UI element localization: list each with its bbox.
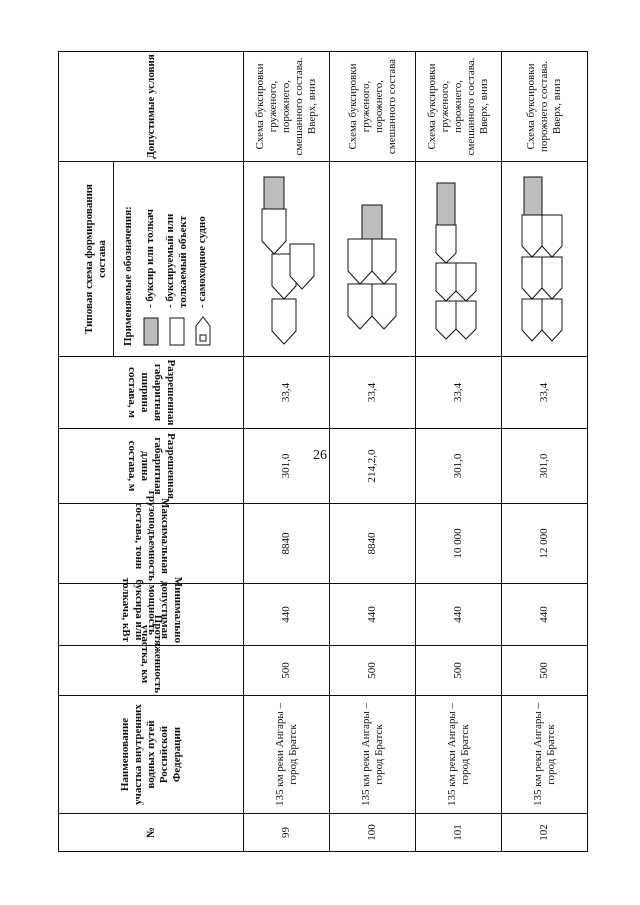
row-width-allowed: 33,4: [416, 357, 502, 429]
row-num: 99: [244, 814, 330, 852]
row-capacity: 10 000: [416, 504, 502, 584]
row-section: 135 км реки Ангары – город Братск: [416, 696, 502, 814]
row-scheme: [244, 162, 330, 357]
row-conditions: Схема буксировки порожнего состава. Вверх, вниз: [502, 52, 588, 162]
scheme-legend: [114, 162, 224, 356]
convoy-scheme-diagram: [338, 169, 408, 349]
regulation-table-rotated: [58, 52, 588, 852]
scheme-title: Типовая схема формирования состава: [79, 162, 114, 356]
row-num: 102: [502, 814, 588, 852]
row-scheme: [416, 162, 502, 357]
table-row: [330, 52, 416, 852]
header-conditions: Допустимые условия: [59, 52, 244, 162]
row-conditions: Схема буксировки груженого, порожнего, смешанного состава. Вверх, вниз: [416, 52, 502, 162]
row-section: 135 км реки Ангары – город Братск: [244, 696, 330, 814]
row-length-allowed: 214,2,0: [330, 429, 416, 504]
convoy-scheme-diagram: [252, 169, 322, 349]
header-capacity: Максимальная грузоподъемность состава, тонн: [59, 504, 244, 584]
tug-symbol-icon: [141, 316, 161, 346]
header-section: Наименование участка внутренних водных путей Российской Федерации: [59, 696, 244, 814]
self-propelled-symbol-icon: [193, 316, 213, 346]
row-length-allowed: 301,0: [416, 429, 502, 504]
legend-tug: - буксир или толкач: [141, 172, 161, 346]
legend-title: Применяемые обозначения:: [121, 206, 134, 346]
header-width-allowed: Разрешенная габаритная ширина состава, м: [59, 357, 244, 429]
row-length: 500: [244, 646, 330, 696]
row-num: 100: [330, 814, 416, 852]
legend-barge: - буксируемый или толкаемый объект: [164, 172, 190, 346]
row-capacity: 12 000: [502, 504, 588, 584]
header-length: Протяженность участка, км: [59, 646, 244, 696]
row-conditions: Схема буксировки груженого, порожнего, смешанного состава. Вверх, вниз: [244, 52, 330, 162]
header-length-allowed: Разрешенная габаритная длина состава, м: [59, 429, 244, 504]
page-number: 26: [313, 448, 327, 463]
row-length: 500: [502, 646, 588, 696]
row-width-allowed: 33,4: [330, 357, 416, 429]
row-length-allowed: 301,0: [502, 429, 588, 504]
barge-symbol-icon: [167, 316, 187, 346]
table-row: [502, 52, 588, 852]
header-num: №: [59, 814, 244, 852]
table-row: [416, 52, 502, 852]
row-power: 440: [502, 584, 588, 646]
row-length: 500: [330, 646, 416, 696]
table-row: [244, 52, 330, 852]
row-scheme: [330, 162, 416, 357]
row-scheme: [502, 162, 588, 357]
row-width-allowed: 33,4: [244, 357, 330, 429]
row-length: 500: [416, 646, 502, 696]
row-section: 135 км реки Ангары – город Братск: [502, 696, 588, 814]
header-scheme: [59, 162, 244, 357]
regulation-table: [58, 51, 588, 852]
header-row: [59, 52, 244, 852]
row-num: 101: [416, 814, 502, 852]
row-width-allowed: 33,4: [502, 357, 588, 429]
convoy-scheme-diagram: [424, 169, 494, 349]
row-power: 440: [330, 584, 416, 646]
row-section: 135 км реки Ангары – город Братск: [330, 696, 416, 814]
row-capacity: 8840: [244, 504, 330, 584]
row-conditions: Схема буксировки груженого, порожнего, смешанного состава: [330, 52, 416, 162]
row-power: 440: [416, 584, 502, 646]
row-power: 440: [244, 584, 330, 646]
legend-self-propelled: - самоходное судно: [193, 172, 213, 346]
row-length-allowed: 301,0: [244, 429, 330, 504]
header-power: Минимально допустимая мощность буксира или толкача, кВт: [59, 584, 244, 646]
convoy-scheme-diagram: [510, 169, 580, 349]
row-capacity: 8840: [330, 504, 416, 584]
